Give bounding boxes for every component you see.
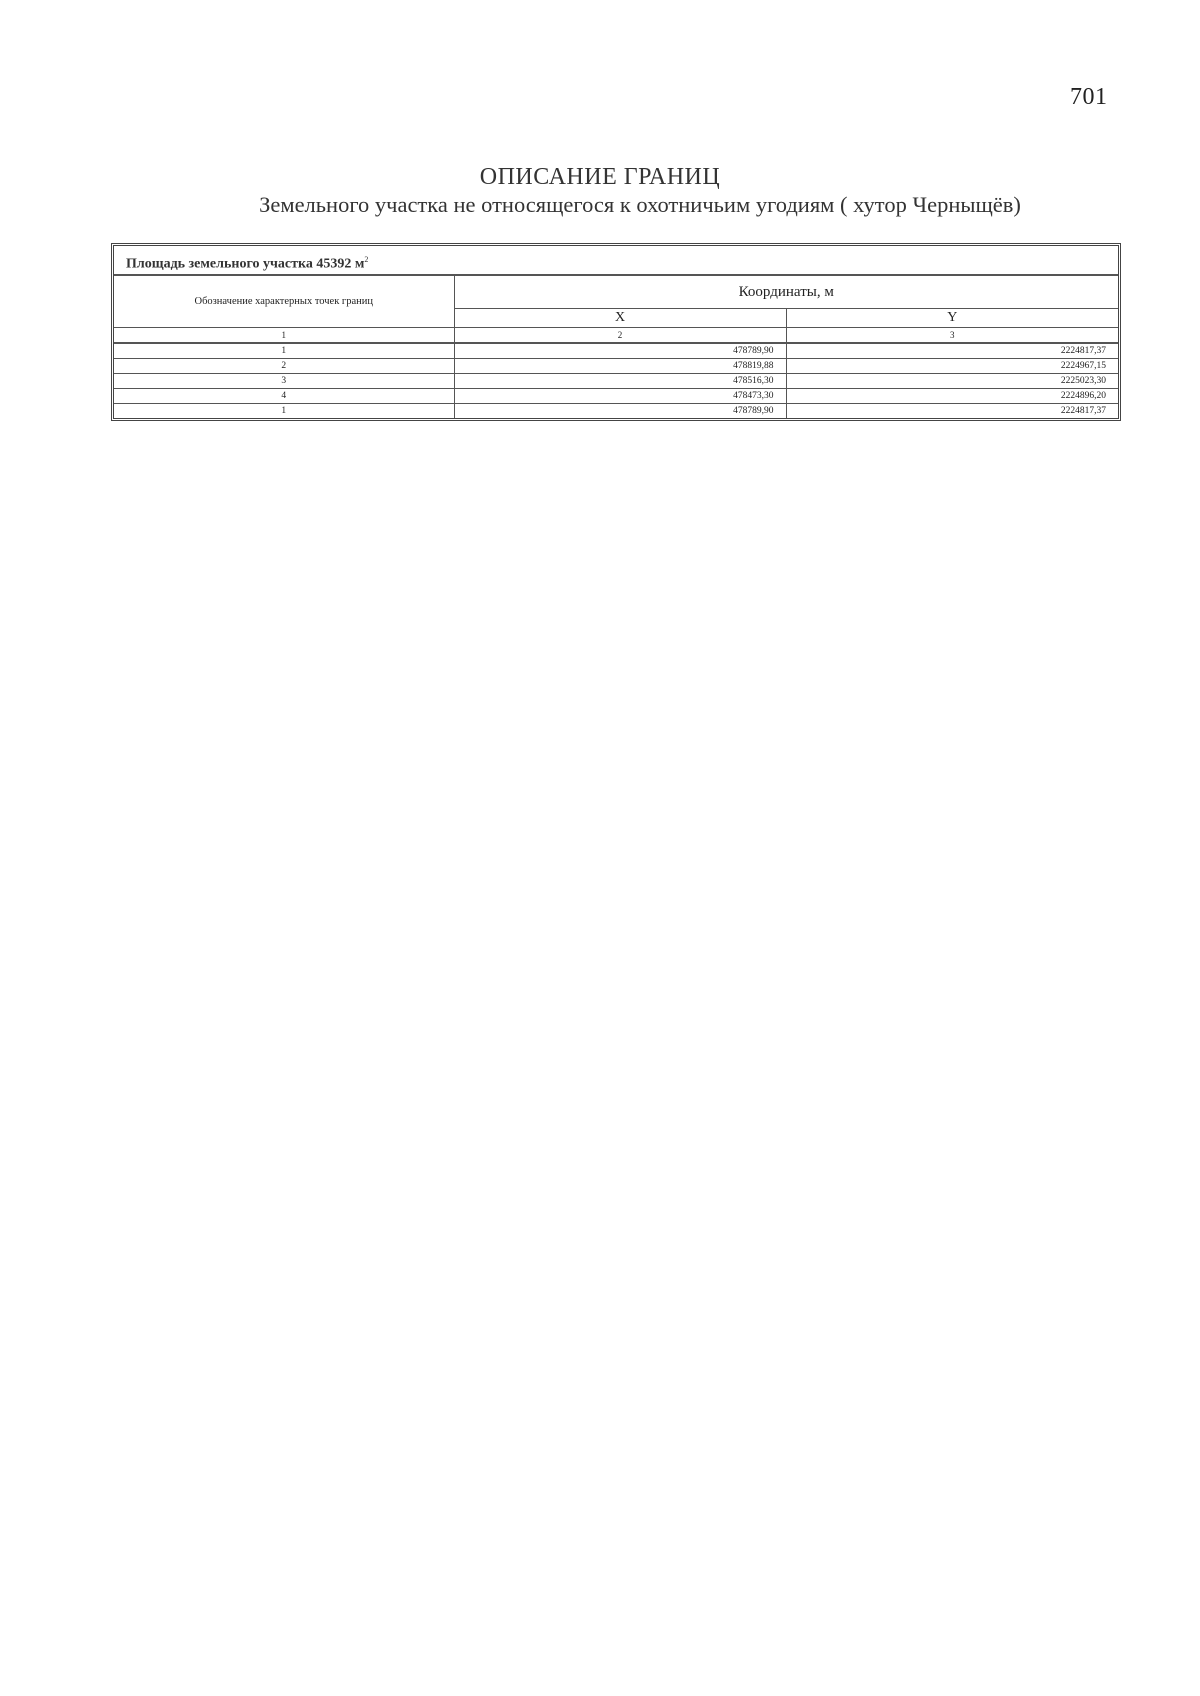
column-number: 3 — [786, 328, 1118, 344]
point-cell: 4 — [114, 389, 454, 404]
y-cell: 2225023,30 — [786, 374, 1118, 389]
table-row — [114, 389, 1118, 404]
y-cell: 2224817,37 — [786, 343, 1118, 359]
area-unit-superscript: 2 — [364, 255, 369, 264]
x-cell: 478789,90 — [454, 343, 786, 359]
area-row — [114, 246, 1118, 276]
x-cell: 478473,30 — [454, 389, 786, 404]
header-row — [114, 276, 1118, 309]
point-cell: 2 — [114, 359, 454, 374]
coordinates-table — [114, 276, 1118, 418]
header-point: Обозначение характерных точек границ — [114, 276, 454, 328]
boundary-table — [111, 243, 1121, 421]
y-cell: 2224896,20 — [786, 389, 1118, 404]
x-cell: 478789,90 — [454, 404, 786, 419]
x-cell: 478516,30 — [454, 374, 786, 389]
point-cell: 3 — [114, 374, 454, 389]
point-cell: 1 — [114, 404, 454, 419]
table-row — [114, 343, 1118, 359]
y-cell: 2224817,37 — [786, 404, 1118, 419]
table-row — [114, 359, 1118, 374]
header-coordinates: Координаты, м — [454, 276, 1118, 309]
x-cell: 478819,88 — [454, 359, 786, 374]
table-row — [114, 404, 1118, 419]
table-row — [114, 374, 1118, 389]
header-x: X — [454, 309, 786, 328]
document-title: ОПИСАНИЕ ГРАНИЦ — [479, 164, 721, 190]
column-number: 2 — [454, 328, 786, 344]
page-number: 701 — [1070, 84, 1108, 110]
column-number-row — [114, 328, 1118, 344]
document-subtitle: Земельного участка не относящегося к охотничьим угодиям ( хутор Черныщёв) — [259, 192, 1021, 217]
y-cell: 2224967,15 — [786, 359, 1118, 374]
column-number: 1 — [114, 328, 454, 344]
area-label: Площадь земельного участка 45392 м — [126, 256, 365, 272]
point-cell: 1 — [114, 343, 454, 359]
header-y: Y — [786, 309, 1118, 328]
